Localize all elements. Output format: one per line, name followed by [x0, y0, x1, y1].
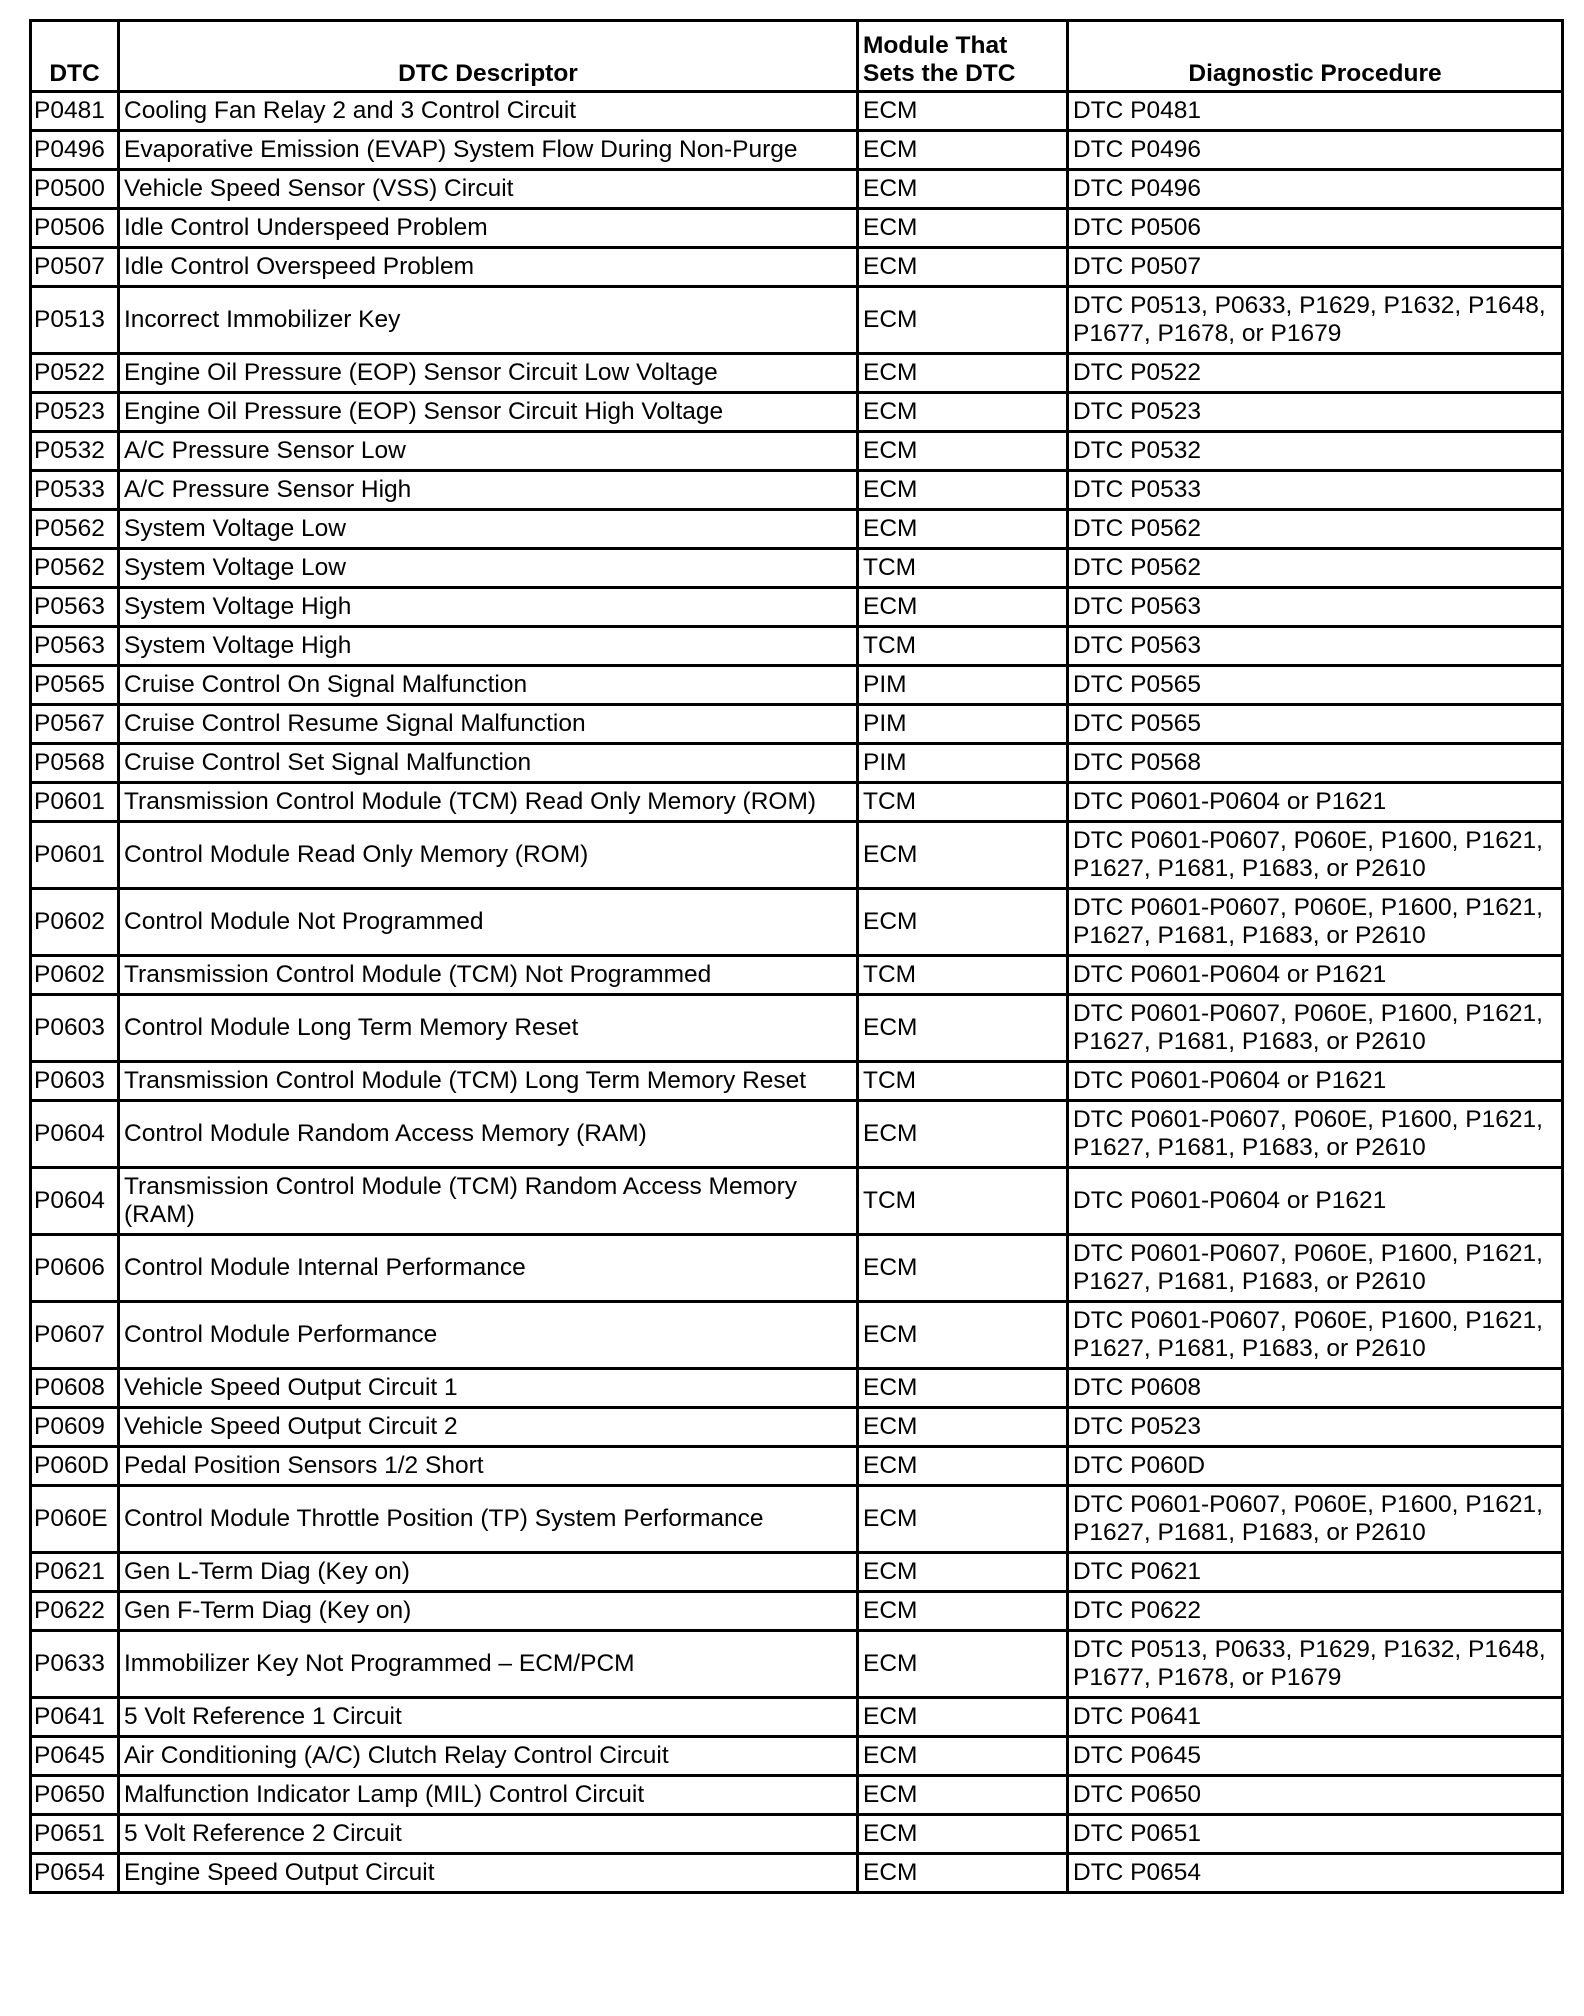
- table-row: [31, 248, 1563, 287]
- dtc-code-cell: P0645: [31, 1737, 119, 1776]
- diagnostic-procedure-cell: DTC P0641: [1068, 1698, 1563, 1737]
- dtc-descriptor-cell: Cooling Fan Relay 2 and 3 Control Circuit: [119, 92, 858, 131]
- module-cell: ECM: [858, 1631, 1068, 1698]
- header-module-line2: Sets the DTC: [863, 60, 1016, 87]
- dtc-descriptor-cell: Pedal Position Sensors 1/2 Short: [119, 1447, 858, 1486]
- table-body: [31, 92, 1563, 1893]
- header-procedure: Diagnostic Procedure: [1068, 21, 1563, 92]
- dtc-descriptor-cell: Vehicle Speed Output Circuit 2: [119, 1408, 858, 1447]
- dtc-code-cell: P0633: [31, 1631, 119, 1698]
- module-cell: ECM: [858, 889, 1068, 956]
- diagnostic-procedure-cell: DTC P0622: [1068, 1592, 1563, 1631]
- table-row: [31, 1302, 1563, 1369]
- dtc-code-cell: P0651: [31, 1815, 119, 1854]
- module-cell: TCM: [858, 549, 1068, 588]
- table-row: [31, 393, 1563, 432]
- header-row: [31, 21, 1563, 92]
- dtc-descriptor-cell: System Voltage Low: [119, 510, 858, 549]
- dtc-code-cell: P0606: [31, 1235, 119, 1302]
- table-row: [31, 1776, 1563, 1815]
- dtc-code-cell: P0622: [31, 1592, 119, 1631]
- dtc-code-cell: P0506: [31, 209, 119, 248]
- module-cell: ECM: [858, 510, 1068, 549]
- dtc-descriptor-cell: Engine Speed Output Circuit: [119, 1854, 858, 1893]
- diagnostic-procedure-cell: DTC P0645: [1068, 1737, 1563, 1776]
- diagnostic-procedure-cell: DTC P0650: [1068, 1776, 1563, 1815]
- diagnostic-procedure-cell: DTC P0562: [1068, 510, 1563, 549]
- diagnostic-procedure-cell: DTC P0601-P0607, P060E, P1600, P1621, P1627, P1681, P1683, or P2610: [1068, 1101, 1563, 1168]
- module-cell: ECM: [858, 1369, 1068, 1408]
- diagnostic-procedure-cell: DTC P0533: [1068, 471, 1563, 510]
- dtc-table: [29, 19, 1564, 1894]
- diagnostic-procedure-cell: DTC P0496: [1068, 170, 1563, 209]
- diagnostic-procedure-cell: DTC P0568: [1068, 744, 1563, 783]
- module-cell: PIM: [858, 744, 1068, 783]
- diagnostic-procedure-cell: DTC P0532: [1068, 432, 1563, 471]
- diagnostic-procedure-cell: DTC P0563: [1068, 588, 1563, 627]
- table-row: [31, 287, 1563, 354]
- dtc-descriptor-cell: A/C Pressure Sensor Low: [119, 432, 858, 471]
- dtc-descriptor-cell: Cruise Control Set Signal Malfunction: [119, 744, 858, 783]
- diagnostic-procedure-cell: DTC P0513, P0633, P1629, P1632, P1648, P1677, P1678, or P1679: [1068, 287, 1563, 354]
- table-row: [31, 1737, 1563, 1776]
- table-row: [31, 1854, 1563, 1893]
- dtc-descriptor-cell: Idle Control Overspeed Problem: [119, 248, 858, 287]
- module-cell: ECM: [858, 1592, 1068, 1631]
- table-row: [31, 209, 1563, 248]
- table-row: [31, 354, 1563, 393]
- module-cell: PIM: [858, 705, 1068, 744]
- dtc-descriptor-cell: Engine Oil Pressure (EOP) Sensor Circuit High Voltage: [119, 393, 858, 432]
- diagnostic-procedure-cell: DTC P0565: [1068, 705, 1563, 744]
- table-row: [31, 1408, 1563, 1447]
- dtc-descriptor-cell: Gen L-Term Diag (Key on): [119, 1553, 858, 1592]
- dtc-descriptor-cell: Immobilizer Key Not Programmed – ECM/PCM: [119, 1631, 858, 1698]
- module-cell: ECM: [858, 1486, 1068, 1553]
- diagnostic-procedure-cell: DTC P0601-P0607, P060E, P1600, P1621, P1627, P1681, P1683, or P2610: [1068, 889, 1563, 956]
- dtc-descriptor-cell: System Voltage High: [119, 588, 858, 627]
- dtc-code-cell: P0650: [31, 1776, 119, 1815]
- dtc-code-cell: P0603: [31, 995, 119, 1062]
- table-row: [31, 1235, 1563, 1302]
- dtc-code-cell: P0602: [31, 956, 119, 995]
- module-cell: ECM: [858, 209, 1068, 248]
- diagnostic-procedure-cell: DTC P0601-P0607, P060E, P1600, P1621, P1627, P1681, P1683, or P2610: [1068, 822, 1563, 889]
- table-row: [31, 1815, 1563, 1854]
- module-cell: ECM: [858, 393, 1068, 432]
- diagnostic-procedure-cell: DTC P0601-P0607, P060E, P1600, P1621, P1627, P1681, P1683, or P2610: [1068, 1486, 1563, 1553]
- dtc-descriptor-cell: Vehicle Speed Output Circuit 1: [119, 1369, 858, 1408]
- diagnostic-procedure-cell: DTC P0601-P0604 or P1621: [1068, 956, 1563, 995]
- dtc-code-cell: P0641: [31, 1698, 119, 1737]
- table-row: [31, 889, 1563, 956]
- dtc-code-cell: P0604: [31, 1101, 119, 1168]
- module-cell: ECM: [858, 287, 1068, 354]
- diagnostic-procedure-cell: DTC P0608: [1068, 1369, 1563, 1408]
- dtc-code-cell: P060E: [31, 1486, 119, 1553]
- header-dtc: DTC: [31, 21, 119, 92]
- module-cell: ECM: [858, 1302, 1068, 1369]
- module-cell: ECM: [858, 588, 1068, 627]
- diagnostic-procedure-cell: DTC P0513, P0633, P1629, P1632, P1648, P1677, P1678, or P1679: [1068, 1631, 1563, 1698]
- dtc-code-cell: P0654: [31, 1854, 119, 1893]
- dtc-code-cell: P0481: [31, 92, 119, 131]
- dtc-code-cell: P0562: [31, 510, 119, 549]
- dtc-code-cell: P0500: [31, 170, 119, 209]
- dtc-code-cell: P0523: [31, 393, 119, 432]
- dtc-descriptor-cell: Control Module Internal Performance: [119, 1235, 858, 1302]
- diagnostic-procedure-cell: DTC P0654: [1068, 1854, 1563, 1893]
- module-cell: ECM: [858, 1553, 1068, 1592]
- diagnostic-procedure-cell: DTC P0496: [1068, 131, 1563, 170]
- module-cell: ECM: [858, 471, 1068, 510]
- diagnostic-procedure-cell: DTC P0565: [1068, 666, 1563, 705]
- module-cell: TCM: [858, 956, 1068, 995]
- dtc-descriptor-cell: Transmission Control Module (TCM) Not Programmed: [119, 956, 858, 995]
- dtc-descriptor-cell: Control Module Long Term Memory Reset: [119, 995, 858, 1062]
- module-cell: ECM: [858, 248, 1068, 287]
- dtc-descriptor-cell: Control Module Not Programmed: [119, 889, 858, 956]
- table-row: [31, 627, 1563, 666]
- dtc-descriptor-cell: Gen F-Term Diag (Key on): [119, 1592, 858, 1631]
- diagnostic-procedure-cell: DTC P0601-P0607, P060E, P1600, P1621, P1627, P1681, P1683, or P2610: [1068, 1235, 1563, 1302]
- module-cell: TCM: [858, 783, 1068, 822]
- table-row: [31, 1698, 1563, 1737]
- table-row: [31, 1553, 1563, 1592]
- table-row: [31, 432, 1563, 471]
- diagnostic-procedure-cell: DTC P0601-P0604 or P1621: [1068, 1062, 1563, 1101]
- table-row: [31, 666, 1563, 705]
- diagnostic-procedure-cell: DTC P0601-P0604 or P1621: [1068, 783, 1563, 822]
- module-cell: ECM: [858, 1447, 1068, 1486]
- dtc-code-cell: P0607: [31, 1302, 119, 1369]
- dtc-code-cell: P0601: [31, 783, 119, 822]
- diagnostic-procedure-cell: DTC P0651: [1068, 1815, 1563, 1854]
- dtc-code-cell: P0621: [31, 1553, 119, 1592]
- table-row: [31, 705, 1563, 744]
- dtc-descriptor-cell: System Voltage High: [119, 627, 858, 666]
- module-cell: ECM: [858, 1235, 1068, 1302]
- dtc-descriptor-cell: Air Conditioning (A/C) Clutch Relay Control Circuit: [119, 1737, 858, 1776]
- dtc-code-cell: P0568: [31, 744, 119, 783]
- dtc-code-cell: P0522: [31, 354, 119, 393]
- dtc-code-cell: P0567: [31, 705, 119, 744]
- table-row: [31, 1101, 1563, 1168]
- dtc-descriptor-cell: System Voltage Low: [119, 549, 858, 588]
- dtc-code-cell: P0604: [31, 1168, 119, 1235]
- header-descriptor: DTC Descriptor: [119, 21, 858, 92]
- diagnostic-procedure-cell: DTC P0523: [1068, 393, 1563, 432]
- module-cell: ECM: [858, 92, 1068, 131]
- module-cell: ECM: [858, 1101, 1068, 1168]
- diagnostic-procedure-cell: DTC P0481: [1068, 92, 1563, 131]
- table-row: [31, 92, 1563, 131]
- diagnostic-procedure-cell: DTC P0601-P0607, P060E, P1600, P1621, P1627, P1681, P1683, or P2610: [1068, 1302, 1563, 1369]
- table-row: [31, 1592, 1563, 1631]
- dtc-code-cell: P0602: [31, 889, 119, 956]
- dtc-code-cell: P060D: [31, 1447, 119, 1486]
- table-row: [31, 1486, 1563, 1553]
- module-cell: TCM: [858, 1062, 1068, 1101]
- dtc-descriptor-cell: Cruise Control On Signal Malfunction: [119, 666, 858, 705]
- table-row: [31, 131, 1563, 170]
- table-row: [31, 744, 1563, 783]
- dtc-code-cell: P0507: [31, 248, 119, 287]
- table-row: [31, 1168, 1563, 1235]
- dtc-code-cell: P0563: [31, 627, 119, 666]
- dtc-descriptor-cell: Malfunction Indicator Lamp (MIL) Control Circuit: [119, 1776, 858, 1815]
- dtc-code-cell: P0601: [31, 822, 119, 889]
- table-row: [31, 1447, 1563, 1486]
- table-row: [31, 956, 1563, 995]
- module-cell: ECM: [858, 822, 1068, 889]
- dtc-descriptor-cell: Evaporative Emission (EVAP) System Flow During Non-Purge: [119, 131, 858, 170]
- table-row: [31, 783, 1563, 822]
- dtc-descriptor-cell: 5 Volt Reference 2 Circuit: [119, 1815, 858, 1854]
- dtc-descriptor-cell: Control Module Read Only Memory (ROM): [119, 822, 858, 889]
- diagnostic-procedure-cell: DTC P0601-P0604 or P1621: [1068, 1168, 1563, 1235]
- module-cell: ECM: [858, 995, 1068, 1062]
- module-cell: ECM: [858, 170, 1068, 209]
- module-cell: ECM: [858, 1854, 1068, 1893]
- dtc-descriptor-cell: Transmission Control Module (TCM) Random Access Memory (RAM): [119, 1168, 858, 1235]
- dtc-code-cell: P0563: [31, 588, 119, 627]
- dtc-code-cell: P0603: [31, 1062, 119, 1101]
- table-row: [31, 588, 1563, 627]
- dtc-descriptor-cell: Vehicle Speed Sensor (VSS) Circuit: [119, 170, 858, 209]
- module-cell: ECM: [858, 131, 1068, 170]
- diagnostic-procedure-cell: DTC P0562: [1068, 549, 1563, 588]
- diagnostic-procedure-cell: DTC P060D: [1068, 1447, 1563, 1486]
- table-row: [31, 822, 1563, 889]
- dtc-code-cell: P0533: [31, 471, 119, 510]
- table-row: [31, 170, 1563, 209]
- dtc-descriptor-cell: 5 Volt Reference 1 Circuit: [119, 1698, 858, 1737]
- module-cell: TCM: [858, 1168, 1068, 1235]
- diagnostic-procedure-cell: DTC P0522: [1068, 354, 1563, 393]
- diagnostic-procedure-cell: DTC P0506: [1068, 209, 1563, 248]
- dtc-code-cell: P0562: [31, 549, 119, 588]
- table-row: [31, 1369, 1563, 1408]
- module-cell: ECM: [858, 432, 1068, 471]
- diagnostic-procedure-cell: DTC P0601-P0607, P060E, P1600, P1621, P1627, P1681, P1683, or P2610: [1068, 995, 1563, 1062]
- dtc-code-cell: P0609: [31, 1408, 119, 1447]
- module-cell: ECM: [858, 354, 1068, 393]
- dtc-descriptor-cell: Control Module Random Access Memory (RAM): [119, 1101, 858, 1168]
- table-row: [31, 510, 1563, 549]
- dtc-code-cell: P0513: [31, 287, 119, 354]
- module-cell: TCM: [858, 627, 1068, 666]
- module-cell: ECM: [858, 1408, 1068, 1447]
- module-cell: ECM: [858, 1737, 1068, 1776]
- dtc-descriptor-cell: Control Module Performance: [119, 1302, 858, 1369]
- dtc-descriptor-cell: Control Module Throttle Position (TP) System Performance: [119, 1486, 858, 1553]
- table-row: [31, 1062, 1563, 1101]
- dtc-descriptor-cell: Cruise Control Resume Signal Malfunction: [119, 705, 858, 744]
- header-module: [858, 21, 1068, 92]
- table-row: [31, 549, 1563, 588]
- module-cell: PIM: [858, 666, 1068, 705]
- dtc-code-cell: P0608: [31, 1369, 119, 1408]
- module-cell: ECM: [858, 1698, 1068, 1737]
- diagnostic-procedure-cell: DTC P0523: [1068, 1408, 1563, 1447]
- dtc-code-cell: P0565: [31, 666, 119, 705]
- dtc-descriptor-cell: Transmission Control Module (TCM) Long Term Memory Reset: [119, 1062, 858, 1101]
- table-row: [31, 995, 1563, 1062]
- dtc-descriptor-cell: Engine Oil Pressure (EOP) Sensor Circuit Low Voltage: [119, 354, 858, 393]
- table-row: [31, 1631, 1563, 1698]
- header-module-line1: Module That: [863, 32, 1008, 59]
- dtc-descriptor-cell: A/C Pressure Sensor High: [119, 471, 858, 510]
- dtc-descriptor-cell: Transmission Control Module (TCM) Read Only Memory (ROM): [119, 783, 858, 822]
- dtc-descriptor-cell: Incorrect Immobilizer Key: [119, 287, 858, 354]
- dtc-code-cell: P0496: [31, 131, 119, 170]
- table-row: [31, 471, 1563, 510]
- module-cell: ECM: [858, 1776, 1068, 1815]
- diagnostic-procedure-cell: DTC P0507: [1068, 248, 1563, 287]
- dtc-code-cell: P0532: [31, 432, 119, 471]
- diagnostic-procedure-cell: DTC P0563: [1068, 627, 1563, 666]
- diagnostic-procedure-cell: DTC P0621: [1068, 1553, 1563, 1592]
- dtc-descriptor-cell: Idle Control Underspeed Problem: [119, 209, 858, 248]
- module-cell: ECM: [858, 1815, 1068, 1854]
